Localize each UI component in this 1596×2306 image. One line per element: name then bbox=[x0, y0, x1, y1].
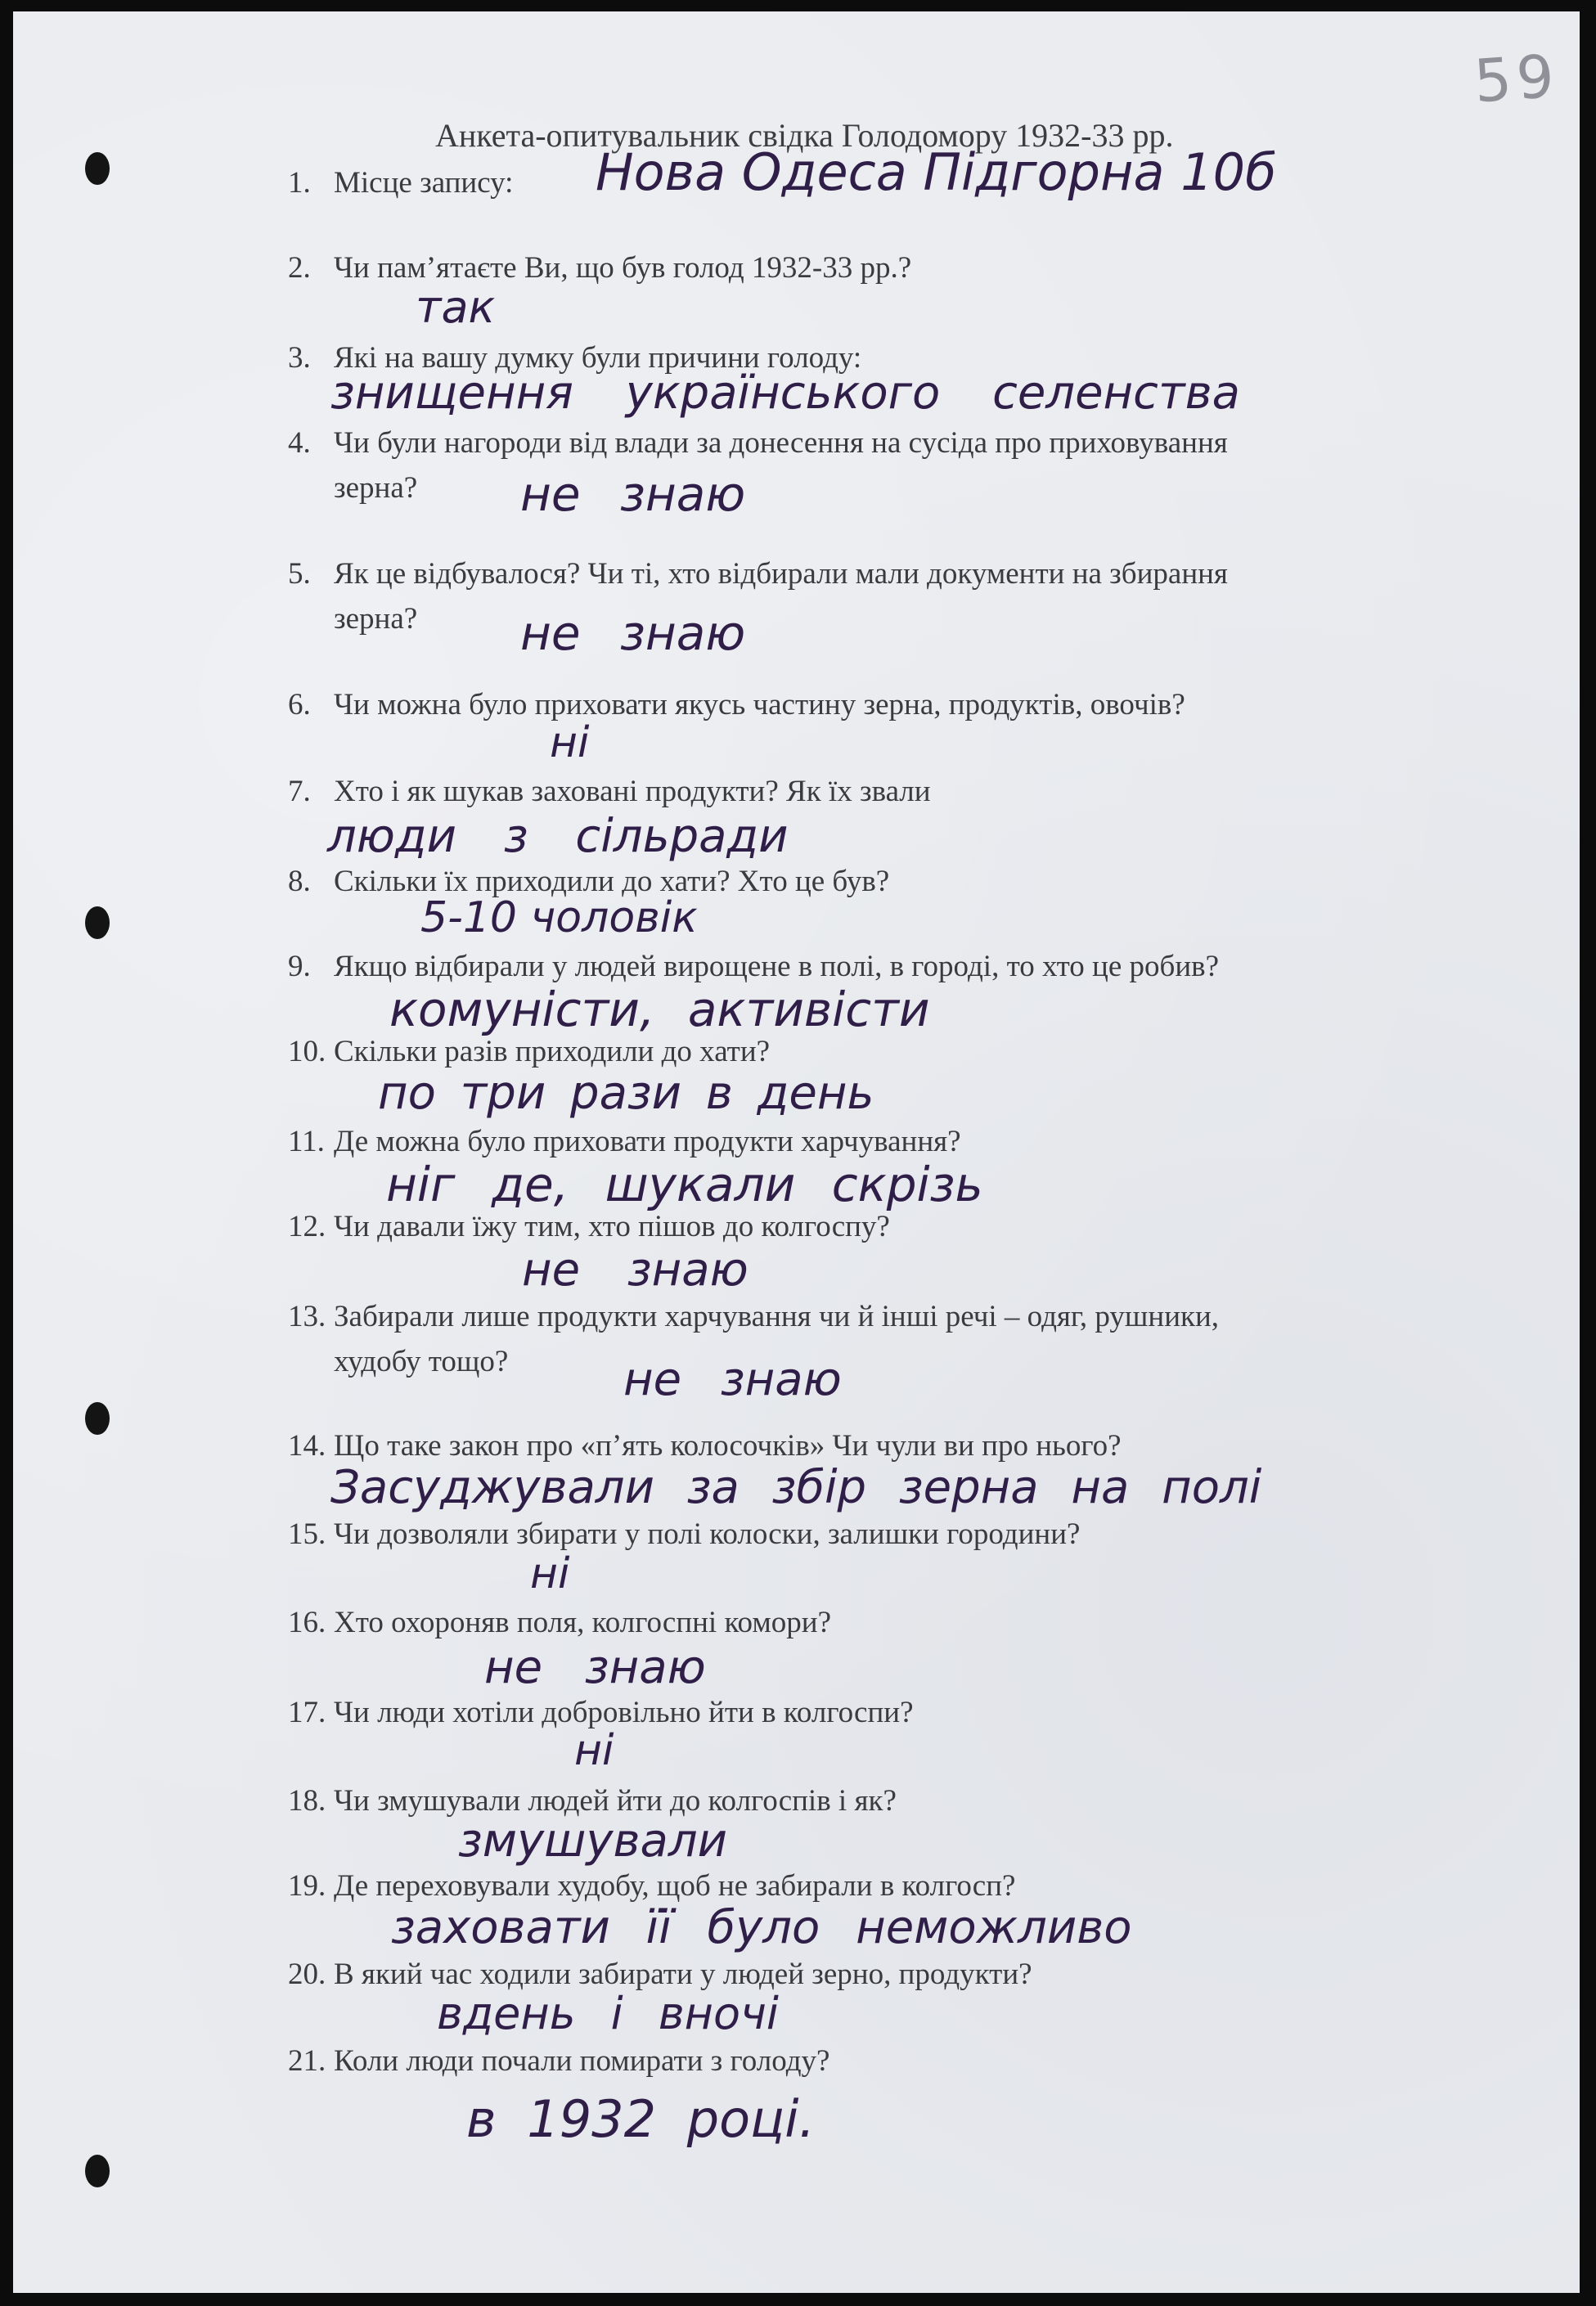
answer-2: так bbox=[416, 281, 496, 333]
question-number: 15. bbox=[288, 1517, 326, 1551]
question-text: Якщо відбирали у людей вирощене в полі, в городі, то хто це робив? bbox=[334, 950, 1220, 983]
question-text-continued: зерна? bbox=[334, 602, 418, 636]
answer-8: 5-10 чоловік bbox=[420, 893, 698, 942]
question-number: 13. bbox=[288, 1300, 326, 1333]
question-number: 6. bbox=[288, 688, 311, 721]
answer-3: знищення українського селенства bbox=[330, 366, 1240, 420]
question-text: Хто і як шукав заховані продукти? Як їх звали bbox=[334, 775, 931, 808]
answer-16: не знаю bbox=[484, 1641, 706, 1694]
question-text: Скільки їх приходили до хати? Хто це був? bbox=[334, 865, 890, 898]
answer-1: Нова Одеса Підгорна 10б bbox=[596, 142, 1277, 202]
question-text: Коли люди почали помирати з голоду? bbox=[334, 2044, 830, 2078]
question-13 bbox=[288, 1294, 1466, 1384]
answer-17: ні bbox=[574, 1726, 614, 1775]
answer-4: не знаю bbox=[520, 466, 746, 522]
answer-18: змушували bbox=[458, 1814, 728, 1868]
punch-hole bbox=[85, 152, 110, 185]
question-number: 9. bbox=[288, 950, 311, 983]
question-number: 7. bbox=[288, 775, 311, 808]
question-text: Забирали лише продукти харчування чи й інші речі – одяг, рушники, bbox=[334, 1300, 1220, 1333]
question-5 bbox=[288, 551, 1466, 641]
question-text: Чи пам’ятаєте Ви, що був голод 1932-33 рр.? bbox=[334, 251, 912, 285]
question-text: Чи змушували людей йти до колгоспів і як? bbox=[334, 1784, 897, 1818]
question-number: 10. bbox=[288, 1035, 326, 1068]
questionnaire-sheet bbox=[13, 11, 1580, 2293]
question-21 bbox=[288, 2039, 1466, 2083]
question-4 bbox=[288, 420, 1466, 510]
question-text: Чи люди хотіли добровільно йти в колгоспи? bbox=[334, 1696, 914, 1729]
answer-9: комуністи, активісти bbox=[389, 982, 930, 1037]
question-number: 20. bbox=[288, 1958, 326, 1991]
question-text: Що таке закон про «п’ять колосочків» Чи чули ви про нього? bbox=[334, 1429, 1122, 1463]
question-text: Де переховували худобу, щоб не забирали в колгосп? bbox=[334, 1869, 1016, 1903]
question-text: Чи дозволяли збирати у полі колоски, залишки городини? bbox=[334, 1517, 1081, 1551]
question-6 bbox=[288, 682, 1466, 727]
answer-20: вдень і вночі bbox=[437, 1988, 779, 2039]
question-15 bbox=[288, 1512, 1466, 1557]
question-number: 2. bbox=[288, 251, 311, 285]
question-number: 3. bbox=[288, 341, 311, 375]
question-number: 8. bbox=[288, 865, 311, 898]
question-7 bbox=[288, 769, 1466, 814]
question-number: 1. bbox=[288, 166, 311, 200]
question-number: 18. bbox=[288, 1784, 326, 1818]
punch-hole bbox=[85, 2155, 110, 2187]
question-number: 16. bbox=[288, 1606, 326, 1639]
answer-7: люди з сільради bbox=[327, 810, 789, 863]
question-number: 21. bbox=[288, 2044, 326, 2078]
question-text: Чи можна було приховати якусь частину зерна, продуктів, овочів? bbox=[334, 688, 1185, 721]
answer-19: заховати її було неможливо bbox=[391, 1901, 1132, 1954]
question-number: 14. bbox=[288, 1429, 326, 1463]
answer-12: не знаю bbox=[522, 1243, 749, 1297]
question-text: Чи були нагороди від влади за донесення на сусіда про приховування bbox=[334, 426, 1228, 460]
question-number: 17. bbox=[288, 1696, 326, 1729]
answer-14: Засуджували за збір зерна на полі bbox=[330, 1461, 1262, 1514]
answer-10: по три рази в день bbox=[378, 1067, 874, 1120]
question-16 bbox=[288, 1600, 1466, 1645]
answer-6: ні bbox=[550, 718, 590, 767]
document-title: Анкета-опитувальник свідка Голодомору 1932-33 рр. bbox=[435, 117, 1174, 154]
punch-hole bbox=[85, 906, 110, 939]
question-text: В який час ходили забирати у людей зерно, продукти? bbox=[334, 1958, 1032, 1991]
question-text: Чи давали їжу тим, хто пішов до колгоспу? bbox=[334, 1210, 890, 1243]
question-text-continued: худобу тощо? bbox=[334, 1345, 509, 1378]
question-number: 19. bbox=[288, 1869, 326, 1903]
question-text: Як це відбувалося? Чи ті, хто відбирали мали документи на збирання bbox=[334, 557, 1228, 591]
answer-21: в 1932 році. bbox=[466, 2089, 816, 2149]
question-12 bbox=[288, 1204, 1466, 1249]
question-text: Місце запису: bbox=[334, 166, 514, 200]
question-17 bbox=[288, 1690, 1466, 1735]
folio-number: 59 bbox=[1472, 41, 1562, 116]
question-text: Скільки разів приходили до хати? bbox=[334, 1035, 771, 1068]
answer-5: не знаю bbox=[520, 605, 746, 661]
answer-11: ніг де, шукали скрізь bbox=[386, 1157, 983, 1212]
question-text: Які на вашу думку були причини голоду: bbox=[334, 341, 862, 375]
question-number: 11. bbox=[288, 1125, 325, 1158]
question-number: 4. bbox=[288, 426, 311, 460]
answer-13: не знаю bbox=[623, 1353, 842, 1406]
answer-15: ні bbox=[530, 1549, 570, 1598]
question-number: 12. bbox=[288, 1210, 326, 1243]
question-text: Де можна було приховати продукти харчування? bbox=[334, 1125, 961, 1158]
question-text-continued: зерна? bbox=[334, 471, 418, 505]
punch-hole bbox=[85, 1402, 110, 1435]
question-text: Хто охороняв поля, колгоспні комори? bbox=[334, 1606, 831, 1639]
question-number: 5. bbox=[288, 557, 311, 591]
